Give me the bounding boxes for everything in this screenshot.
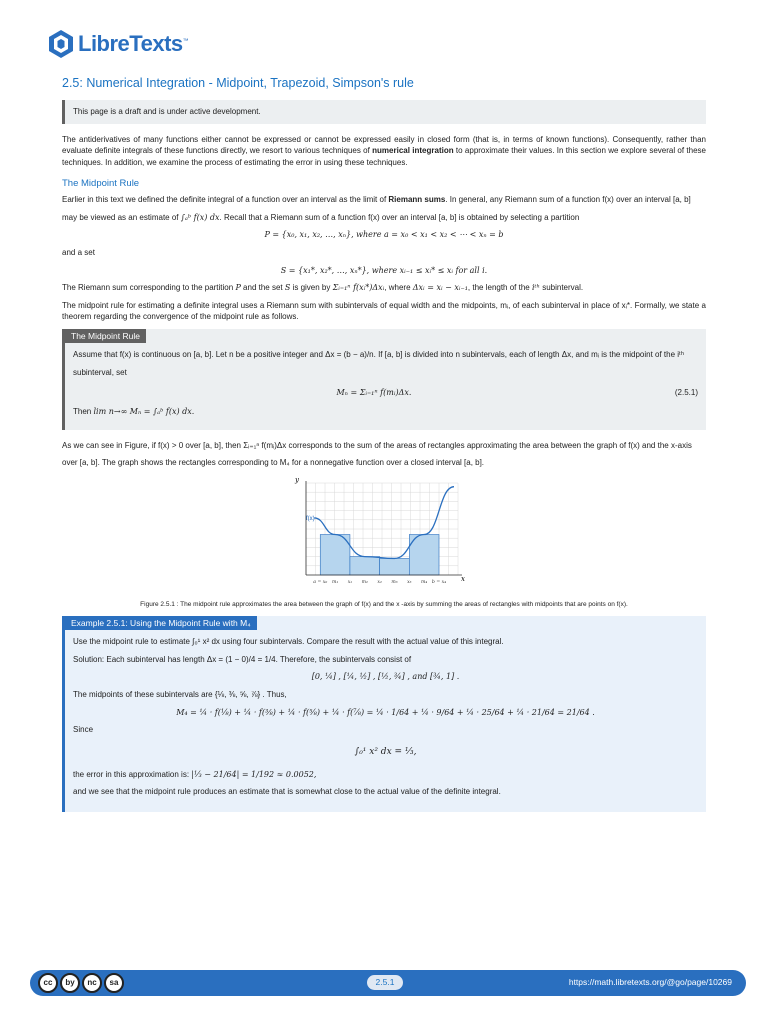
theorem-label: The Midpoint Rule — [65, 329, 146, 343]
set-equation: S = {x₁*, x₂*, …, xₙ*}, where xᵢ₋₁ ≤ xᵢ* ≤ xᵢ for all i. — [280, 265, 488, 275]
theorem-line1: Assume that f(x) is continuous on [a, b]. Let n be a positive integer and Δx = (b − a)/n. If [a, b] is divided into n subintervals, each of length Δx, and mᵢ is the midpoint of the iᵗʰ — [73, 350, 684, 360]
page-title: 2.5: Numerical Integration - Midpoint, Trapezoid, Simpson's rule — [62, 76, 414, 90]
figure-intro-paragraph: As we can see in Figure, if f(x) > 0 over [a, b], then Σᵢ₌₁ⁿ f(mᵢ)Δx corresponds to the sum of the areas of rectangles approximating the area between the graph of f(x) and the x-axis — [62, 440, 692, 450]
midpoint-equation: Mₙ = Σᵢ₌₁ⁿ f(mᵢ)Δx. — [336, 387, 412, 397]
license-badge[interactable] — [38, 973, 124, 993]
midpoint-graph — [294, 475, 474, 593]
midpoints-text: The midpoints of these subintervals are {⅛, ⅜, ⅝, ⅞} . Thus, — [73, 690, 287, 699]
error-text: the error in this approximation is: |⅓ − 21/64| = 1/192 ≈ 0.0052, — [73, 769, 317, 779]
and-a-set-text: and a set — [62, 248, 95, 258]
draft-notice: This page is a draft and is under active development. — [62, 100, 706, 124]
theorem-box — [62, 329, 706, 430]
sa-icon: sa — [104, 973, 124, 993]
x-tick-label: x₃ — [407, 579, 412, 585]
equation-number: (2.5.1) — [674, 387, 698, 397]
midpoint-rectangle — [380, 558, 410, 575]
by-icon: by — [60, 973, 80, 993]
x-axis-label: x — [461, 574, 465, 583]
example-box — [62, 616, 706, 812]
estimate-paragraph: may be viewed as an estimate of ∫ₐᵇ f(x) dx. Recall that a Riemann sum of a function f(x) over an interval [a, b] is obtained by selecting a partition — [62, 212, 580, 222]
example-question: Use the midpoint rule to estimate ∫₀¹ x² dx using four subintervals. Compare the result with the actual value of this integral. — [73, 637, 504, 647]
midpoint-rectangle — [350, 556, 380, 574]
x-tick-label: b = x₄ — [431, 579, 447, 585]
riemann-paragraph: Earlier in this text we defined the definite integral of a function over an interval as the limit of Riemann sums. In general, any Riemann sum of a function f(x) over an interval [a, b] — [62, 195, 691, 205]
x-tick-label: a = x₀ — [313, 579, 328, 585]
y-axis-label: y — [295, 475, 299, 484]
section-heading-midpoint: The Midpoint Rule — [62, 177, 140, 189]
midpoint-rectangle — [320, 534, 350, 574]
since-text: Since — [73, 725, 94, 735]
theorem-equation-row — [73, 387, 698, 399]
x-tick-label: m₁ — [331, 579, 339, 585]
m4-equation: M₄ = ¼ · f(⅛) + ¼ · f(⅜) + ¼ · f(⅝) + ¼ · f(⅞) = ¼ · 1/64 + ¼ · 9/64 + ¼ · 25/64 + ¼ · 21/64 = 21/64 . — [176, 707, 595, 717]
x-tick-label: x₁ — [347, 579, 353, 585]
riemann-sum-paragraph: The Riemann sum corresponding to the partition P and the set S is given by Σᵢ₌₁ⁿ f(xᵢ*)Δxᵢ, where Δxᵢ = xᵢ − xᵢ₋₁, the length of the iᵗʰ subinterval. — [62, 283, 584, 293]
theorem-limit: Then lim n→∞ Mₙ = ∫ₐᵇ f(x) dx. — [73, 407, 195, 417]
x-tick-label: m₃ — [391, 579, 398, 585]
libretexts-logo-icon[interactable] — [46, 29, 76, 59]
figure-intro-paragraph-2: over [a, b]. The graph shows the rectangles corresponding to M₄ for a nonnegative function over a closed interval [a, b]. — [62, 458, 485, 468]
page-url[interactable]: https://math.libretexts.org/@go/page/10269 — [568, 977, 732, 987]
page-number-badge: 2.5.1 — [367, 975, 403, 990]
intro-paragraph: The antiderivatives of many functions either cannot be expressed or cannot be expressed easily in closed form (that is, in terms of known functions). Consequently, rather than evaluate definite integrals of these functions directly, we resort to various techniques of numerical integration to approximate their values. In this section we explore several of these techniques. In addition, we examine the process of estimating the error in using these techniques. — [62, 134, 706, 167]
example-label: Example 2.5.1: Using the Midpoint Rule with M₄ — [65, 616, 257, 630]
partition-equation: P = {x₀, x₁, x₂, …, xₙ}, where a = x₀ < x₁ < x₂ < ⋯ < xₙ = b — [264, 230, 504, 240]
curve-label: f(x) — [306, 515, 315, 522]
subintervals-equation: [0, ¼] , [¼, ½] , [½, ¾] , and [¾, 1] . — [311, 672, 460, 682]
x-tick-label: x₂ — [377, 579, 382, 585]
figure-caption: Figure 2.5.1 : The midpoint rule approximates the area between the graph of f(x) and the x -axis by summing the areas of rectangles with midpoints that are points on f(x). — [140, 601, 628, 609]
cc-icon: cc — [38, 973, 58, 993]
x-tick-label: m₄ — [421, 579, 428, 585]
conclusion-text: and we see that the midpoint rule produces an estimate that is somewhat close to the actual value of the definite integral. — [73, 787, 501, 797]
midpoint-rule-paragraph: The midpoint rule for estimating a definite integral uses a Riemann sum with subintervals of equal width and the midpoints, mᵢ, of each subinterval in place of xᵢ*. Formally, we state a theorem regarding the convergence of the midpoint rule as follows. — [62, 300, 706, 322]
midpoint-figure — [62, 475, 706, 597]
main-content — [62, 74, 706, 812]
site-header — [46, 24, 188, 64]
example-solution: Solution: Each subinterval has length Δx = (1 − 0)/4 = 1/4. Therefore, the subintervals consist of — [73, 654, 412, 664]
nc-icon: nc — [82, 973, 102, 993]
page-footer — [30, 970, 746, 996]
x-tick-label: m₂ — [361, 579, 368, 585]
logo-wordmark[interactable]: LibreTexts™ — [78, 31, 189, 57]
theorem-line2: subinterval, set — [73, 367, 127, 377]
actual-integral-equation: ∫₀¹ x² dx = ⅓, — [354, 746, 417, 757]
